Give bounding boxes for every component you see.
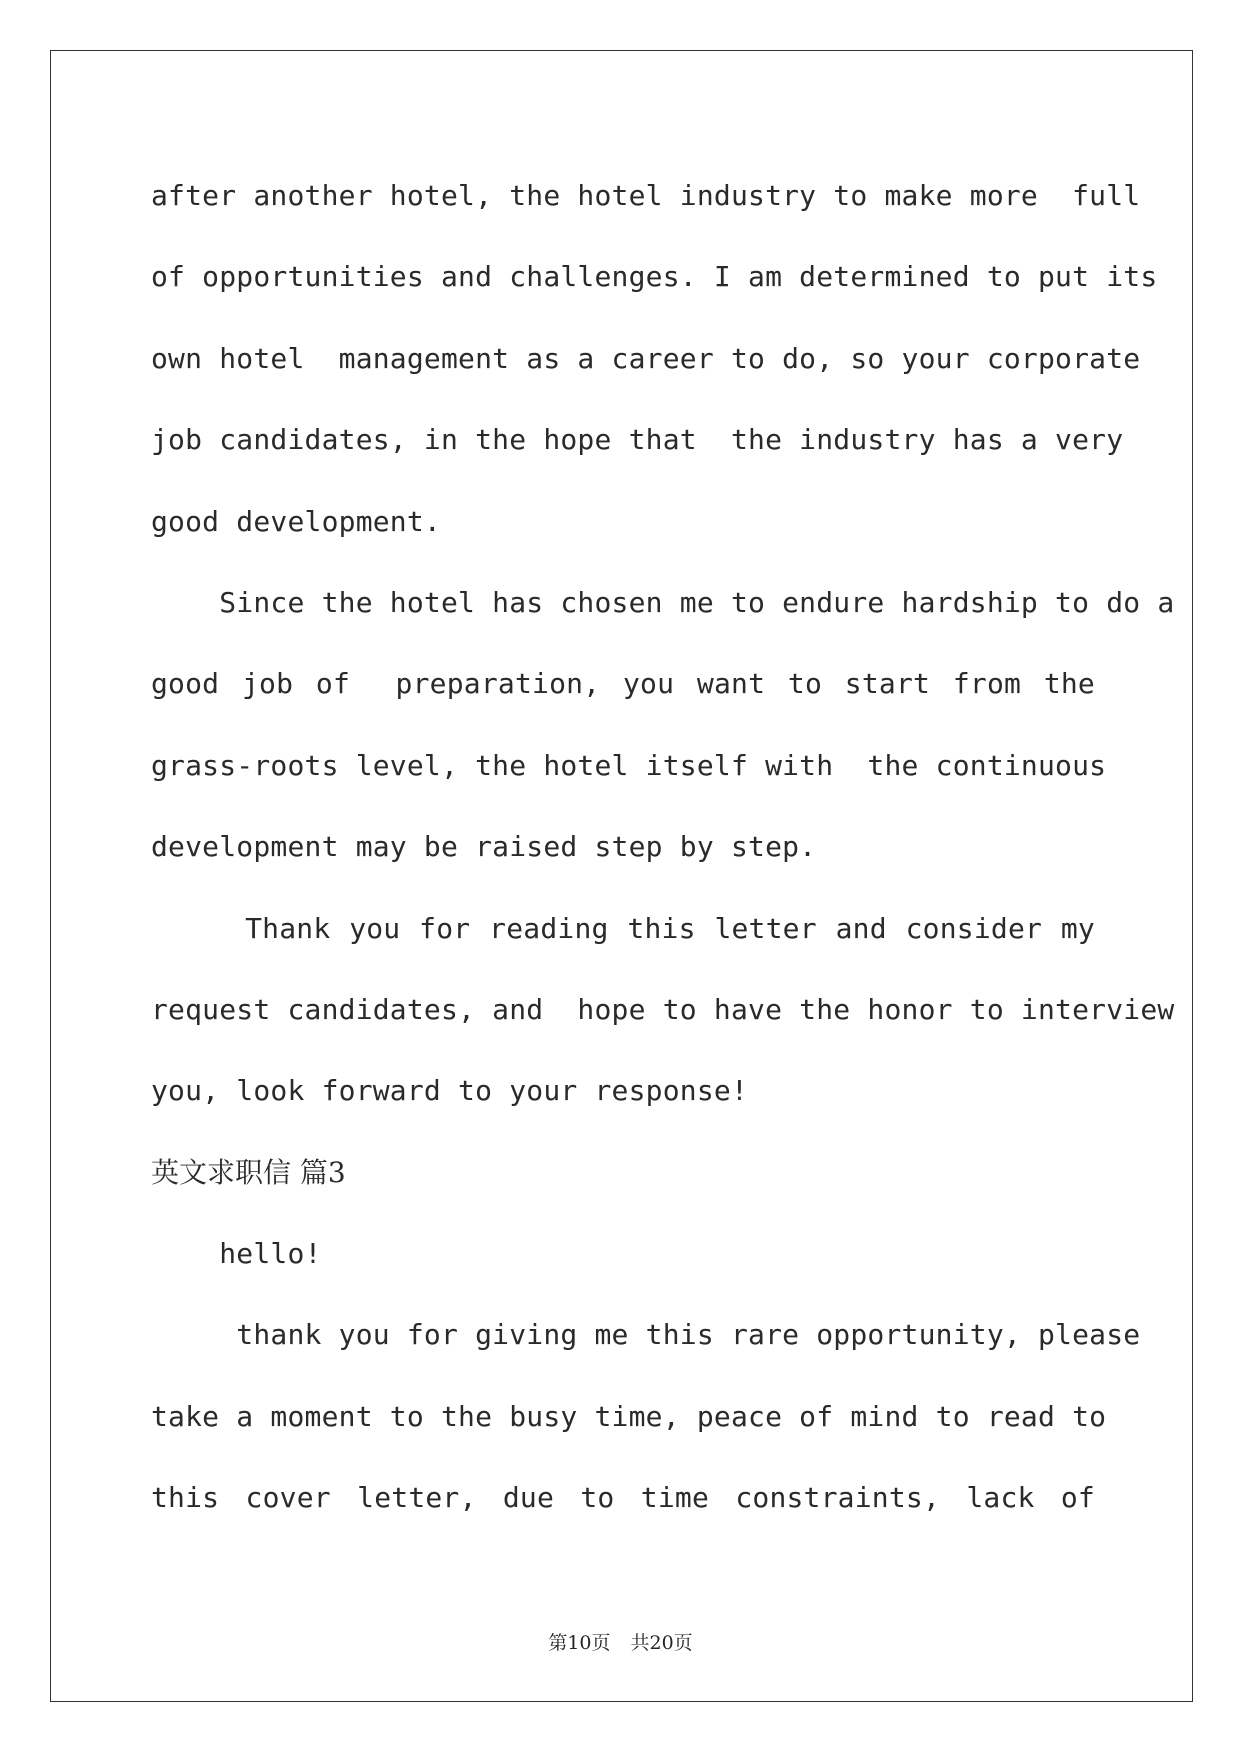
section-heading: 英文求职信 篇3 — [151, 1155, 346, 1189]
text-line: you, look forward to your response! — [151, 1074, 749, 1108]
text-line: good job of preparation, you want to start from the — [151, 667, 1095, 701]
text-line: development may be raised step by step. — [151, 830, 817, 864]
text-line: own hotel management as a career to do, so your corporate — [151, 341, 1141, 375]
text-line: good development. — [151, 504, 441, 538]
text-line: request candidates, and hope to have the honor to interview — [151, 992, 1175, 1026]
page-footer — [0, 1628, 1241, 1655]
current-page-number: 第10页 — [548, 1632, 611, 1654]
document-body — [151, 155, 1175, 1539]
text-line: after another hotel, the hotel industry to make more full — [151, 179, 1141, 212]
text-line: Since the hotel has chosen me to endure hardship to do a — [151, 585, 1175, 619]
greeting-line: hello! — [151, 1237, 322, 1271]
text-line: grass-roots level, the hotel itself with the continuous — [151, 748, 1107, 782]
total-pages: 共20页 — [630, 1632, 693, 1654]
text-line: job candidates, in the hope that the industry has a very — [151, 423, 1124, 457]
text-line: take a moment to the busy time, peace of mind to read to — [151, 1399, 1107, 1433]
text-line: thank you for giving me this rare opportunity, please — [151, 1318, 1141, 1352]
text-line: of opportunities and challenges. I am determined to put its — [151, 260, 1158, 294]
text-line: this cover letter, due to time constraints, lack of — [151, 1481, 1095, 1515]
text-line: Thank you for reading this letter and consider my — [151, 911, 1095, 945]
